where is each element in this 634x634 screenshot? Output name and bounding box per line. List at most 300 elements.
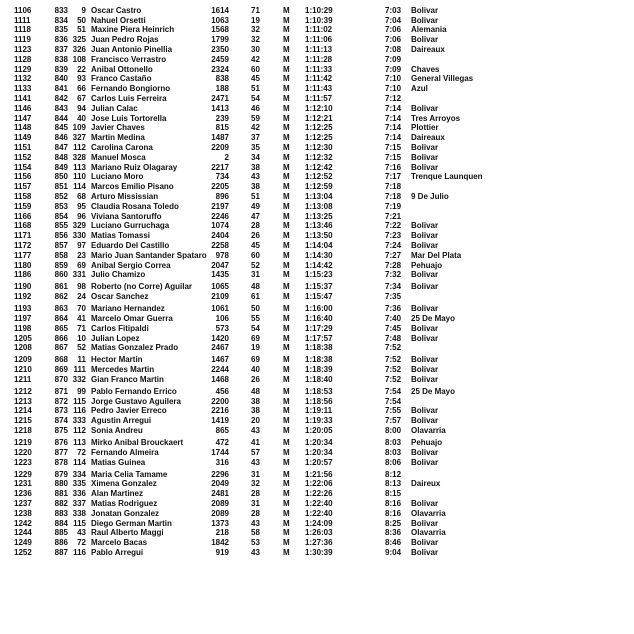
sex-cell: M — [283, 447, 290, 457]
runner-name-cell: Maxine Piera Heinrich — [91, 25, 175, 35]
city-cell: Bolivar — [411, 499, 439, 509]
position-cell: 863 — [54, 304, 68, 314]
finish-time-cell: 1:21:56 — [305, 469, 333, 479]
category-number-cell: 1467 — [211, 355, 229, 365]
table-row — [0, 304, 634, 314]
category-number-cell: 2205 — [211, 182, 229, 192]
age-cell: 43 — [251, 457, 260, 467]
bib-number-cell: 328 — [72, 152, 86, 162]
age-cell: 28 — [251, 221, 260, 231]
pace-cell: 7:32 — [385, 270, 402, 280]
runner-name-cell: Matias Rodriguez — [91, 499, 158, 509]
pace-cell: 8:03 — [385, 438, 402, 448]
position-cell: 850 — [54, 172, 68, 182]
sex-cell: M — [283, 182, 290, 192]
finish-time-cell: 1:22:40 — [305, 508, 333, 518]
pace-cell: 7:45 — [385, 323, 402, 333]
position-cell: 859 — [54, 260, 68, 270]
runner-name-cell: Sonia Andreu — [91, 426, 143, 436]
entry-number-cell: 1229 — [14, 469, 32, 479]
bib-number-cell: 109 — [72, 123, 86, 133]
table-row — [0, 538, 634, 548]
bib-number-cell: 50 — [77, 15, 86, 25]
bib-number-cell: 338 — [72, 508, 86, 518]
age-cell: 19 — [251, 343, 260, 353]
runner-name-cell: Mercedes Martin — [91, 365, 155, 375]
city-cell: Daireaux — [411, 133, 445, 143]
city-cell: Tres Arroyos — [411, 113, 461, 123]
entry-number-cell: 1220 — [14, 447, 32, 457]
finish-time-cell: 1:18:39 — [305, 365, 333, 375]
bib-number-cell: 115 — [73, 396, 86, 406]
table-row — [0, 6, 634, 16]
pace-cell: 7:27 — [385, 250, 402, 260]
runner-name-cell: Anibal Sergio Correa — [91, 260, 171, 270]
pace-cell: 7:08 — [385, 44, 402, 54]
runner-name-cell: Juan Antonio Pinellia — [91, 44, 173, 54]
finish-time-cell: 1:11:33 — [305, 64, 333, 74]
runner-name-cell: Julian Lopez — [91, 333, 140, 343]
bib-number-cell: 116 — [73, 406, 86, 416]
position-cell: 840 — [54, 74, 68, 84]
entry-number-cell: 1152 — [14, 152, 32, 162]
table-row — [0, 251, 634, 261]
table-row — [0, 221, 634, 231]
entry-number-cell: 1129 — [14, 64, 32, 74]
entry-number-cell: 1111 — [14, 15, 31, 25]
finish-time-cell: 1:17:29 — [305, 323, 333, 333]
age-cell: 38 — [251, 396, 260, 406]
bib-number-cell: 23 — [77, 250, 86, 260]
category-number-cell: 1799 — [211, 35, 229, 45]
age-cell: 32 — [251, 25, 260, 35]
city-cell: Bolivar — [411, 365, 439, 375]
age-cell: 37 — [251, 133, 260, 143]
city-cell: Bolivar — [411, 35, 439, 45]
city-cell: Bolivar — [411, 270, 439, 280]
table-row — [0, 509, 634, 519]
sex-cell: M — [283, 343, 290, 353]
pace-cell: 7:04 — [385, 15, 402, 25]
position-cell: 848 — [54, 152, 68, 162]
runner-name-cell: Jorge Gustavo Aguilera — [91, 396, 181, 406]
finish-time-cell: 1:12:52 — [305, 172, 333, 182]
position-cell: 858 — [54, 250, 68, 260]
runner-name-cell: Matias Gonzalez Prado — [91, 343, 179, 353]
category-number-cell: 1614 — [211, 5, 229, 15]
bib-number-cell: 115 — [73, 518, 86, 528]
entry-number-cell: 1193 — [14, 304, 32, 314]
position-cell: 876 — [54, 438, 68, 448]
category-number-cell: 1842 — [211, 538, 229, 548]
finish-time-cell: 1:18:56 — [305, 396, 333, 406]
city-cell: Bolivar — [411, 548, 439, 558]
pace-cell: 7:52 — [385, 355, 402, 365]
sex-cell: M — [283, 231, 290, 241]
runner-name-cell: Carolina Carona — [91, 142, 153, 152]
finish-time-cell: 1:12:59 — [305, 182, 333, 192]
finish-time-cell: 1:15:37 — [305, 282, 333, 292]
bib-number-cell: 113 — [73, 162, 86, 172]
position-cell: 878 — [54, 457, 68, 467]
sex-cell: M — [283, 518, 290, 528]
finish-time-cell: 1:13:46 — [305, 221, 333, 231]
pace-cell: 7:18 — [385, 191, 402, 201]
finish-time-cell: 1:12:42 — [305, 162, 333, 172]
runner-name-cell: Carlos Luis Ferreira — [91, 93, 167, 103]
age-cell: 54 — [251, 93, 260, 103]
category-number-cell: 2109 — [211, 292, 229, 302]
entry-number-cell: 1151 — [14, 142, 32, 152]
entry-number-cell: 1218 — [14, 426, 32, 436]
pace-cell: 7:52 — [385, 343, 402, 353]
pace-cell: 7:14 — [385, 113, 402, 123]
finish-time-cell: 1:17:57 — [305, 333, 333, 343]
age-cell: 57 — [251, 447, 260, 457]
pace-cell: 7:54 — [385, 386, 402, 396]
finish-time-cell: 1:16:00 — [305, 304, 333, 314]
category-number-cell: 2324 — [211, 64, 229, 74]
runner-name-cell: Marcelo Bacas — [91, 538, 148, 548]
entry-number-cell: 1231 — [14, 479, 32, 489]
bib-number-cell: 331 — [72, 270, 86, 280]
city-cell: Bolivar — [411, 304, 439, 314]
category-number-cell: 1074 — [211, 221, 229, 231]
entry-number-cell: 1205 — [14, 333, 32, 343]
table-row — [0, 528, 634, 538]
pace-cell: 7:23 — [385, 231, 402, 241]
pace-cell: 7:48 — [385, 333, 402, 343]
table-row — [0, 343, 634, 355]
finish-time-cell: 1:12:10 — [305, 103, 333, 113]
entry-number-cell: 1212 — [14, 386, 32, 396]
pace-cell: 7:24 — [385, 240, 402, 250]
runner-name-cell: Hector Martin — [91, 355, 143, 365]
bib-number-cell: 96 — [77, 211, 86, 221]
table-row — [0, 548, 634, 558]
category-number-cell: 2089 — [211, 499, 229, 509]
runner-name-cell: Javier Chaves — [91, 123, 145, 133]
age-cell: 50 — [251, 304, 260, 314]
age-cell: 30 — [251, 44, 260, 54]
bib-number-cell: 330 — [72, 231, 86, 241]
age-cell: 45 — [251, 74, 260, 84]
category-number-cell: 2467 — [211, 343, 229, 353]
sex-cell: M — [283, 365, 290, 375]
age-cell: 20 — [251, 416, 260, 426]
city-cell: Bolivar — [411, 374, 439, 384]
finish-time-cell: 1:14:30 — [305, 250, 333, 260]
runner-name-cell: Claudia Rosana Toledo — [91, 201, 179, 211]
city-cell: Bolivar — [411, 162, 439, 172]
age-cell: 28 — [251, 508, 260, 518]
entry-number-cell: 1168 — [14, 221, 32, 231]
runner-name-cell: Marcos Emilio Pisano — [91, 182, 174, 192]
category-number-cell: 1487 — [211, 133, 229, 143]
age-cell: 35 — [251, 142, 260, 152]
runner-name-cell: Raul Alberto Maggi — [91, 528, 164, 538]
finish-time-cell: 1:15:23 — [305, 270, 333, 280]
pace-cell: 7:06 — [385, 35, 402, 45]
category-number-cell: 2197 — [211, 201, 229, 211]
sex-cell: M — [283, 416, 290, 426]
bib-number-cell: 72 — [77, 538, 86, 548]
age-cell: 48 — [251, 282, 260, 292]
entry-number-cell: 1172 — [14, 240, 32, 250]
runner-name-cell: Oscar Castro — [91, 5, 142, 15]
category-number-cell: 2246 — [211, 211, 229, 221]
city-cell: Plottier — [411, 123, 439, 133]
runner-name-cell: Mirko Anibal Brouckaert — [91, 438, 184, 448]
table-row — [0, 133, 634, 143]
finish-time-cell: 1:13:04 — [305, 191, 333, 201]
bib-number-cell: 72 — [77, 447, 86, 457]
category-number-cell: 2209 — [211, 142, 229, 152]
pace-cell: 8:12 — [385, 469, 402, 479]
city-cell: Alemania — [411, 25, 447, 35]
runner-name-cell: Fernando Almeira — [91, 447, 159, 457]
finish-time-cell: 1:18:53 — [305, 386, 333, 396]
bib-number-cell: 111 — [73, 365, 86, 375]
position-cell: 882 — [54, 499, 68, 509]
table-row — [0, 55, 634, 65]
position-cell: 867 — [54, 343, 68, 353]
category-number-cell: 472 — [215, 438, 229, 448]
runner-name-cell: Anibal Ottonello — [91, 64, 153, 74]
entry-number-cell: 1236 — [14, 489, 32, 499]
entry-number-cell: 1147 — [14, 113, 32, 123]
table-row — [0, 192, 634, 202]
position-cell: 883 — [54, 508, 68, 518]
city-cell: Pehuajo — [411, 438, 443, 448]
position-cell: 843 — [54, 103, 68, 113]
category-number-cell: 838 — [215, 74, 229, 84]
bib-number-cell: 24 — [77, 292, 86, 302]
age-cell: 59 — [251, 113, 260, 123]
table-row — [0, 519, 634, 529]
entry-number-cell: 1213 — [14, 396, 32, 406]
sex-cell: M — [283, 250, 290, 260]
pace-cell: 7:28 — [385, 260, 402, 270]
city-cell: Pehuajo — [411, 260, 443, 270]
category-number-cell: 456 — [215, 386, 229, 396]
runner-name-cell: Roberto (no Corre) Aguilar — [91, 282, 193, 292]
pace-cell: 7:19 — [385, 201, 402, 211]
position-cell: 870 — [54, 374, 68, 384]
entry-number-cell: 1106 — [14, 5, 32, 15]
table-row — [0, 470, 634, 480]
table-row — [0, 314, 634, 324]
entry-number-cell: 1158 — [14, 191, 32, 201]
position-cell: 837 — [54, 44, 68, 54]
runner-name-cell: Luciano Gurruchaga — [91, 221, 170, 231]
category-number-cell: 239 — [215, 113, 229, 123]
finish-time-cell: 1:11:06 — [305, 35, 333, 45]
pace-cell: 7:52 — [385, 365, 402, 375]
position-cell: 879 — [54, 469, 68, 479]
table-row — [0, 438, 634, 448]
entry-number-cell: 1244 — [14, 528, 32, 538]
category-number-cell: 2350 — [211, 44, 229, 54]
category-number-cell: 2459 — [211, 54, 229, 64]
runner-name-cell: Pablo Arregui — [91, 548, 144, 558]
table-row — [0, 123, 634, 133]
entry-number-cell: 1118 — [14, 25, 31, 35]
category-number-cell: 188 — [215, 84, 229, 94]
entry-number-cell: 1242 — [14, 518, 32, 528]
bib-number-cell: 98 — [77, 282, 86, 292]
finish-time-cell: 1:18:38 — [305, 355, 333, 365]
city-cell: Bolivar — [411, 333, 439, 343]
city-cell: 25 De Mayo — [411, 386, 456, 396]
pace-cell: 8:16 — [385, 508, 402, 518]
finish-time-cell: 1:11:57 — [305, 93, 333, 103]
finish-time-cell: 1:18:38 — [305, 343, 333, 353]
bib-number-cell: 97 — [77, 240, 86, 250]
age-cell: 26 — [251, 374, 260, 384]
age-cell: 53 — [251, 538, 260, 548]
sex-cell: M — [283, 44, 290, 54]
bib-number-cell: 71 — [77, 323, 86, 333]
finish-time-cell: 1:22:26 — [305, 489, 333, 499]
table-row — [0, 74, 634, 84]
age-cell: 43 — [251, 426, 260, 436]
age-cell: 34 — [251, 152, 260, 162]
position-cell: 860 — [54, 270, 68, 280]
position-cell: 872 — [54, 396, 68, 406]
pace-cell: 8:46 — [385, 538, 402, 548]
category-number-cell: 2 — [224, 152, 229, 162]
city-cell: Daireux — [411, 479, 441, 489]
bib-number-cell: 112 — [73, 142, 86, 152]
age-cell: 26 — [251, 231, 260, 241]
category-number-cell: 2216 — [211, 406, 229, 416]
entry-number-cell: 1177 — [14, 250, 32, 260]
sex-cell: M — [283, 260, 290, 270]
bib-number-cell: 334 — [72, 469, 86, 479]
bib-number-cell: 67 — [77, 93, 86, 103]
sex-cell: M — [283, 406, 290, 416]
category-number-cell: 896 — [215, 191, 229, 201]
age-cell: 31 — [251, 499, 260, 509]
category-number-cell: 218 — [215, 528, 229, 538]
finish-time-cell: 1:12:25 — [305, 123, 333, 133]
city-cell: Bolivar — [411, 282, 439, 292]
table-row — [0, 448, 634, 458]
sex-cell: M — [283, 304, 290, 314]
table-row — [0, 406, 634, 416]
table-row — [0, 387, 634, 397]
category-number-cell: 2089 — [211, 508, 229, 518]
bib-number-cell: 335 — [72, 479, 86, 489]
runner-name-cell: Jonatan Gonzalez — [91, 508, 160, 518]
age-cell: 45 — [251, 240, 260, 250]
runner-name-cell: Carlos Fitipaldi — [91, 323, 149, 333]
bib-number-cell: 108 — [72, 54, 86, 64]
runner-name-cell: Mario Juan Santander Spataro — [91, 250, 207, 260]
category-number-cell: 978 — [215, 250, 229, 260]
bib-number-cell: 52 — [77, 343, 86, 353]
age-cell: 43 — [251, 172, 260, 182]
entry-number-cell: 1154 — [14, 162, 32, 172]
age-cell: 51 — [251, 191, 260, 201]
city-cell: Olavarria — [411, 528, 446, 538]
table-row — [0, 416, 634, 426]
runner-name-cell: Jose Luis Tortorella — [91, 113, 167, 123]
runner-name-cell: Eduardo Del Castillo — [91, 240, 170, 250]
table-row — [0, 261, 634, 271]
pace-cell: 7:36 — [385, 304, 402, 314]
category-number-cell: 1435 — [211, 270, 229, 280]
finish-time-cell: 1:22:06 — [305, 479, 333, 489]
position-cell: 857 — [54, 240, 68, 250]
table-row — [0, 397, 634, 407]
sex-cell: M — [283, 35, 290, 45]
sex-cell: M — [283, 240, 290, 250]
runner-name-cell: Matias Guinea — [91, 457, 146, 467]
age-cell: 40 — [251, 365, 260, 375]
entry-number-cell: 1223 — [14, 457, 32, 467]
position-cell: 874 — [54, 416, 68, 426]
runner-name-cell: Fernando Bongiorno — [91, 84, 171, 94]
table-row — [0, 35, 634, 45]
sex-cell: M — [283, 84, 290, 94]
category-number-cell: 2471 — [211, 93, 229, 103]
city-cell: Bolivar — [411, 142, 439, 152]
category-number-cell: 815 — [215, 123, 229, 133]
sex-cell: M — [283, 103, 290, 113]
table-row — [0, 479, 634, 489]
entry-number-cell: 1141 — [14, 93, 32, 103]
finish-time-cell: 1:27:36 — [305, 538, 333, 548]
table-row — [0, 334, 634, 344]
finish-time-cell: 1:11:02 — [305, 25, 333, 35]
age-cell: 48 — [251, 386, 260, 396]
category-number-cell: 1063 — [211, 15, 229, 25]
table-row — [0, 65, 634, 75]
entry-number-cell: 1197 — [14, 313, 32, 323]
entry-number-cell: 1214 — [14, 406, 32, 416]
finish-time-cell: 1:20:34 — [305, 438, 333, 448]
runner-name-cell: Alan Martinez — [91, 489, 144, 499]
bib-number-cell: 113 — [73, 438, 86, 448]
sex-cell: M — [283, 191, 290, 201]
finish-time-cell: 1:15:47 — [305, 292, 333, 302]
sex-cell: M — [283, 426, 290, 436]
bib-number-cell: 114 — [73, 182, 86, 192]
sex-cell: M — [283, 74, 290, 84]
pace-cell: 9:04 — [385, 548, 402, 558]
finish-time-cell: 1:10:29 — [305, 5, 333, 15]
runner-name-cell: Martin Medina — [91, 133, 145, 143]
city-cell: Bolivar — [411, 406, 439, 416]
sex-cell: M — [283, 374, 290, 384]
pace-cell: 7:15 — [385, 142, 402, 152]
city-cell: Daireaux — [411, 44, 445, 54]
category-number-cell: 573 — [215, 323, 229, 333]
runner-name-cell: Julian Calac — [91, 103, 138, 113]
finish-time-cell: 1:12:25 — [305, 133, 333, 143]
table-row — [0, 114, 634, 124]
city-cell: Bolivar — [411, 240, 439, 250]
runner-name-cell: Gian Franco Martin — [91, 374, 164, 384]
bib-number-cell: 95 — [77, 201, 86, 211]
table-row — [0, 292, 634, 304]
bib-number-cell: 326 — [72, 44, 86, 54]
position-cell: 886 — [54, 538, 68, 548]
sex-cell: M — [283, 548, 290, 558]
pace-cell: 8:36 — [385, 528, 402, 538]
